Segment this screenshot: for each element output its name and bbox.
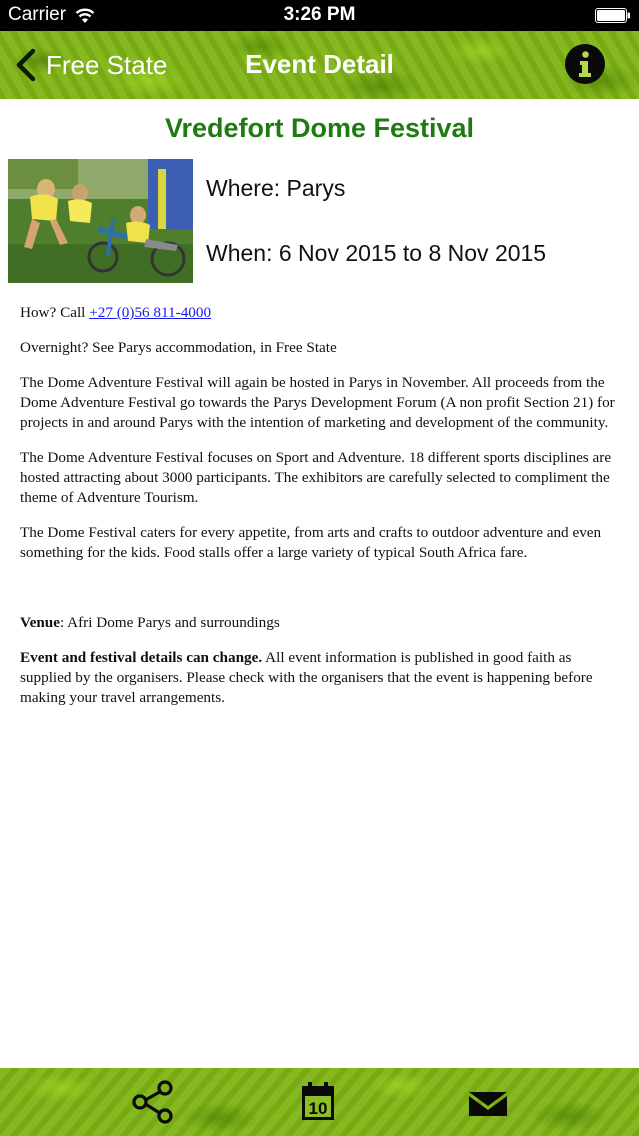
- mail-icon: [469, 1092, 507, 1116]
- calendar-day: 10: [308, 1099, 328, 1118]
- battery-icon: [595, 8, 631, 23]
- phone-link[interactable]: +27 (0)56 811-4000: [89, 304, 212, 321]
- back-chevron-icon: [14, 48, 38, 82]
- how-prefix: How? Call: [20, 304, 90, 321]
- overnight-line: Overnight? See Parys accommodation, in Free State: [20, 339, 337, 356]
- spacer: [20, 578, 624, 613]
- status-bar: [0, 0, 639, 31]
- back-button[interactable]: [14, 45, 167, 85]
- calendar-icon: [302, 1082, 334, 1120]
- share-icon: [134, 1082, 171, 1122]
- event-description: [20, 303, 624, 723]
- disclaimer: [20, 648, 624, 708]
- description-paragraph: The Dome Adventure Festival will again be hosted in Parys in November. All proceeds from the Dome Adventure Festival go towards the Parys Development Forum (A non profit Section 21) for projects in and around Parys with the intention of marketing and development of the community.: [20, 374, 615, 431]
- mail-button[interactable]: [463, 1078, 513, 1126]
- disclaimer-bold: Event and festival details can change.: [20, 649, 263, 666]
- share-button[interactable]: [128, 1078, 178, 1126]
- disclaimer-text: All event information is published in good faith as supplied by the organisers. Please check with the organisers that the event is happening before making your travel arrangements.: [20, 649, 593, 706]
- bottom-toolbar: [0, 1068, 639, 1136]
- event-dates: When: 6 Nov 2015 to 8 Nov 2015: [206, 240, 547, 266]
- venue-line: [20, 613, 624, 633]
- description-paragraph: The Dome Festival caters for every appetite, from arts and crafts to outdoor adventure and even something for the kids. Food stalls offer a large variety of typical South Africa fare.: [20, 524, 602, 561]
- venue-label: Venue: [20, 614, 60, 631]
- navigation-bar: [0, 31, 639, 99]
- how-line: [20, 303, 624, 323]
- description-paragraph: The Dome Adventure Festival focuses on Sport and Adventure. 18 different sports disciplines are hosted attracting about 3000 participants. The exhibitors are carefully selected to compliment the theme of Adventure Tourism.: [20, 449, 612, 506]
- page-title: Event Detail: [245, 49, 394, 79]
- event-location: Where: Parys: [206, 175, 346, 201]
- event-title: Vredefort Dome Festival: [164, 113, 475, 143]
- back-label: Free State: [46, 49, 168, 80]
- info-button[interactable]: [563, 42, 607, 86]
- event-photo: [8, 159, 193, 283]
- calendar-button[interactable]: [294, 1078, 344, 1126]
- info-icon: [565, 44, 605, 84]
- venue-text: : Afri Dome Parys and surroundings: [59, 614, 280, 631]
- clock: 3:26 PM: [283, 4, 356, 25]
- carrier-label: Carrier: [8, 4, 67, 25]
